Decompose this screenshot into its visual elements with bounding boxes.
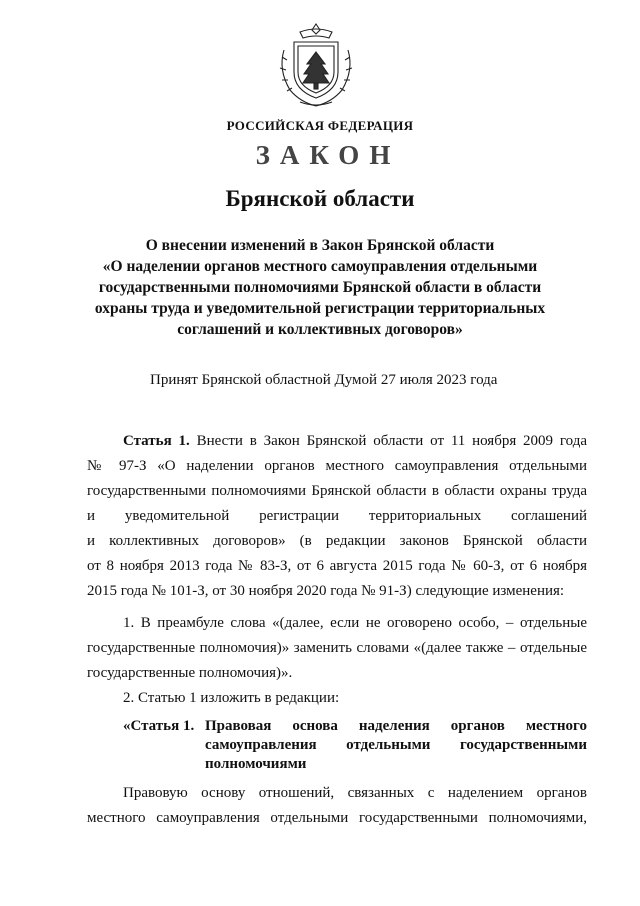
text-line: государственные полномочия)».: [87, 665, 293, 681]
text-line: 1. В преамбуле слова «(далее, если не оговорено особо, – отдельные: [123, 615, 587, 631]
text-line: самоуправления отдельными государственными: [205, 737, 587, 753]
item-1-paragraph: [87, 611, 587, 686]
quoted-article-heading: [123, 717, 587, 774]
title-line: «О наделении органов местного самоуправления отдельными: [102, 258, 538, 275]
article-text: Внести в Закон Брянской области от 11 ноября 2009 года: [196, 433, 587, 449]
legal-basis-paragraph: [87, 781, 587, 831]
text-line: Правовую основу отношений, связанных с наделением органов: [123, 785, 587, 801]
item-2-paragraph: 2. Статью 1 изложить в редакции:: [123, 690, 340, 706]
document-type-heading: ЗАКОН: [255, 140, 401, 170]
title-line: О внесении изменений в Закон Брянской области: [145, 237, 495, 254]
title-line: охраны труда и уведомительной регистрации территориальных: [94, 300, 546, 317]
article-label: Статья 1.: [123, 433, 190, 449]
text-line: Правовая основа наделения органов местного: [205, 718, 587, 734]
country-heading: РОССИЙСКАЯ ФЕДЕРАЦИЯ: [226, 118, 414, 133]
coat-of-arms-icon: [270, 20, 362, 112]
law-title: [70, 235, 570, 340]
region-heading: Брянской области: [225, 186, 415, 211]
text-line: № 97-З «О наделении органов местного самоуправления отдельными: [87, 458, 587, 474]
quoted-article-title: [205, 717, 587, 774]
title-line: государственными полномочиями Брянской области в области: [98, 279, 542, 296]
quoted-article-label: «Статья 1.: [123, 718, 195, 734]
text-line: и уведомительной регистрации территориальных соглашений: [87, 508, 587, 524]
text-line: полномочиями: [205, 756, 307, 772]
text-line: и коллективных договоров» (в редакции законов Брянской области: [87, 533, 587, 549]
text-line: от 8 ноября 2013 года № 83-З, от 6 августа 2015 года № 60-З, от 6 ноября: [87, 558, 587, 574]
article-1-paragraph: [87, 429, 587, 604]
text-line: 2015 года № 101-З, от 30 ноября 2020 года № 91-З) следующие изменения:: [87, 583, 565, 599]
text-line: [87, 429, 587, 454]
title-line: соглашений и коллективных договоров»: [177, 321, 463, 338]
text-line: местного самоуправления отдельными государственными полномочиями,: [87, 810, 587, 826]
adoption-note: Принят Брянской областной Думой 27 июля 2023 года: [150, 372, 498, 388]
text-line: государственными полномочиями Брянской области в области охраны труда: [87, 483, 587, 499]
text-line: государственные полномочия)» заменить словами «(далее также – отдельные: [87, 640, 587, 656]
